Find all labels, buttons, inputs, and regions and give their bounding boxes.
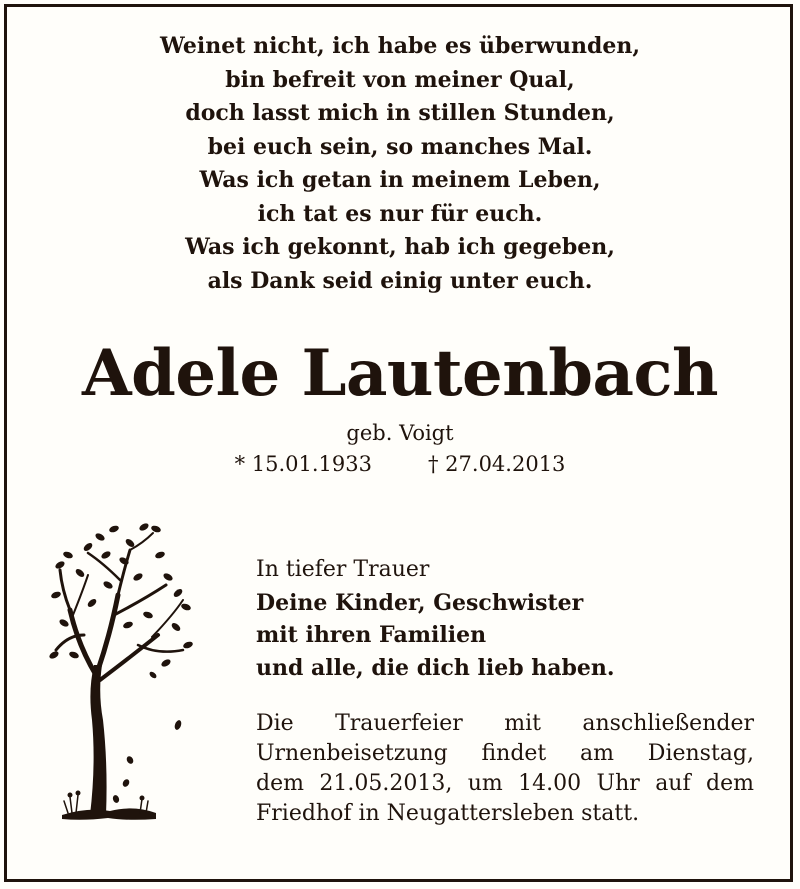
- mourners-line: Deine Kinder, Geschwister: [256, 589, 584, 616]
- poem-line: bin befreit von meiner Qual,: [225, 66, 575, 93]
- service-line: dem 21.05.2013, um 14.00 Uhr auf dem: [256, 771, 754, 796]
- funeral-service-notice: [256, 709, 754, 829]
- mourners-block: [256, 554, 615, 684]
- tree-icon: [48, 515, 198, 835]
- mourners-intro: In tiefer Trauer: [256, 557, 430, 582]
- poem: [0, 30, 800, 298]
- mourners-line: und alle, die dich lieb haben.: [256, 654, 615, 681]
- poem-line: Was ich gekonnt, hab ich gegeben,: [185, 234, 615, 260]
- poem-line: bei euch sein, so manches Mal.: [207, 133, 593, 160]
- service-line: Friedhof in Neugattersleben statt.: [256, 801, 640, 826]
- poem-line: Was ich getan in meinem Leben,: [199, 167, 601, 193]
- poem-line: ich tat es nur für euch.: [257, 200, 543, 227]
- poem-line: Weinet nicht, ich habe es überwunden,: [160, 33, 640, 59]
- poem-line: doch lasst mich in stillen Stunden,: [185, 100, 615, 126]
- birth-date: * 15.01.1933: [234, 452, 372, 476]
- birth-name: geb. Voigt: [346, 421, 454, 445]
- life-dates: [0, 452, 800, 476]
- service-line: Urnenbeisetzung findet am Dienstag,: [256, 741, 754, 766]
- mourners-line: mit ihren Familien: [256, 622, 487, 648]
- poem-line: als Dank seid einig unter euch.: [207, 267, 593, 294]
- death-date: † 27.04.2013: [428, 452, 566, 476]
- deceased-name: Adele Lautenbach: [82, 336, 718, 411]
- service-line: Die Trauerfeier mit anschließender: [256, 711, 754, 736]
